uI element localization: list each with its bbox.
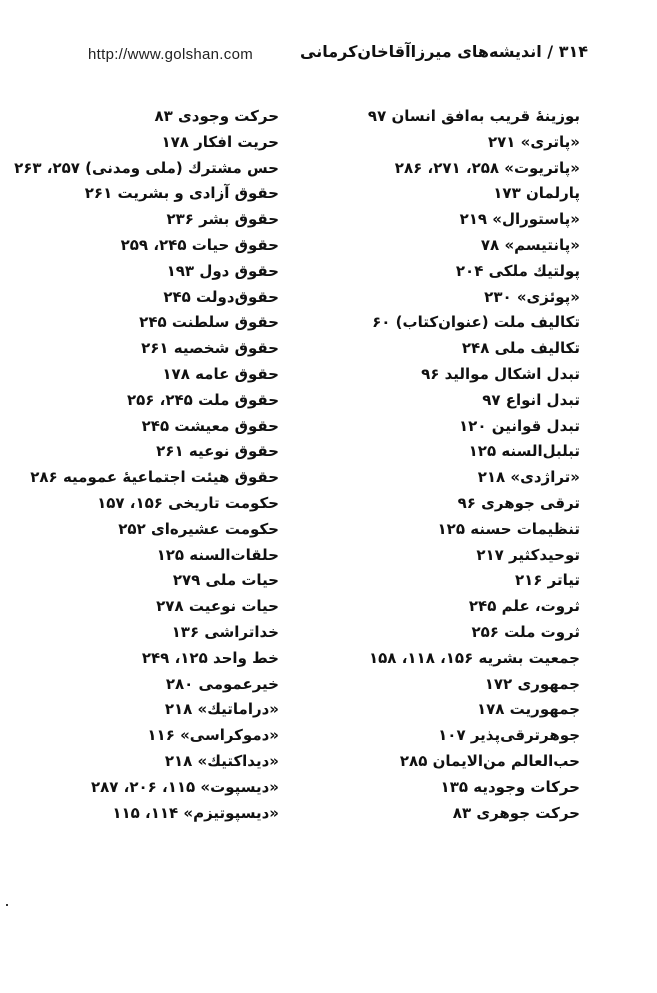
index-entry: حیات ملی ۲۷۹ bbox=[172, 571, 279, 590]
index-entry: تبدل قوانین ۱۲۰ bbox=[459, 416, 580, 435]
index-entry: خداتراشی ۱۳۶ bbox=[171, 622, 279, 641]
index-entry: حرکات وجودیه ۱۳۵ bbox=[440, 777, 580, 796]
index-entry: حیات نوعیت ۲۷۸ bbox=[156, 597, 279, 616]
index-entry: ثروت، علم ۲۴۵ bbox=[468, 597, 580, 616]
index-entry: حب‌العالم من‌الایمان ۲۸۵ bbox=[399, 751, 580, 770]
index-entry: حقوق بشر ۲۳۶ bbox=[166, 210, 279, 229]
index-entry: تیاتر ۲۱۶ bbox=[514, 571, 580, 590]
index-entry: «دراماتیك» ۲۱۸ bbox=[164, 700, 279, 719]
index-entry: حقوق ملت ۲۴۵، ۲۵۶ bbox=[126, 390, 279, 409]
index-entry: تبدل انواع ۹۷ bbox=[482, 390, 580, 409]
index-entry: ترقی جوهری ۹۶ bbox=[457, 493, 580, 512]
index-entry: ثروت ملت ۲۵۶ bbox=[471, 622, 580, 641]
index-entry: حقوق معیشت ۲۴۵ bbox=[141, 416, 279, 435]
index-entry: حقوق‌دولت ۲۴۵ bbox=[163, 287, 279, 306]
index-entry: «پاستورال» ۲۱۹ bbox=[459, 210, 580, 229]
index-entry: خط واحد ۱۲۵، ۲۴۹ bbox=[141, 648, 279, 667]
header-url: http://www.golshan.com bbox=[88, 46, 254, 63]
index-entry: «پاتریوت» ۲۵۸، ۲۷۱، ۲۸۶ bbox=[394, 158, 580, 177]
index-entry: حکومت تاریخی ۱۵۶، ۱۵۷ bbox=[97, 493, 279, 512]
index-entry: حقوق شخصیه ۲۶۱ bbox=[141, 339, 279, 358]
index-entry: حقوق هیئت اجتماعیهٔ عمومیه ۲۸۶ bbox=[30, 468, 279, 487]
index-entry: حقوق سلطنت ۲۴۵ bbox=[139, 313, 279, 332]
index-entry: پولتیك ملکی ۲۰۴ bbox=[455, 261, 580, 280]
index-entry: تبدل اشکال موالید ۹۶ bbox=[421, 364, 580, 383]
index-entry: «دیسپوتیزم» ۱۱۴، ۱۱۵ bbox=[112, 803, 279, 822]
index-entry: حس مشترك (ملی ومدنی) ۲۵۷، ۲۶۳ bbox=[14, 158, 279, 177]
page-header bbox=[88, 40, 588, 72]
index-entry: جوهرترقی‌پذیر ۱۰۷ bbox=[438, 726, 580, 745]
index-entry: حقوق دول ۱۹۳ bbox=[166, 261, 279, 280]
index-entry: حرکت وجودی ۸۳ bbox=[154, 107, 279, 125]
index-column-left bbox=[9, 104, 279, 826]
index-entry: حلقات‌السنه ۱۲۵ bbox=[156, 545, 279, 564]
index-entry: حریت افکار ۱۷۸ bbox=[161, 132, 279, 151]
index-entry: خیرعمومی ۲۸۰ bbox=[165, 674, 279, 693]
index-entry: «پانتیسم» ۷۸ bbox=[480, 235, 580, 254]
index-entry: تکالیف ملی ۲۴۸ bbox=[461, 339, 580, 358]
running-title: ۳۱۴ / اندیشه‌های میرزاآقاخان‌کرمانی bbox=[300, 42, 588, 61]
index-entry: «دیداکتیك» ۲۱۸ bbox=[164, 751, 279, 770]
index-entry: «دیسپوت» ۱۱۵، ۲۰۶، ۲۸۷ bbox=[90, 777, 279, 796]
index-entry: توحیدکثیر ۲۱۷ bbox=[476, 545, 580, 564]
index-entry: حرکت جوهری ۸۳ bbox=[452, 803, 580, 822]
index-entry: تبلبل‌السنه ۱۲۵ bbox=[468, 442, 580, 461]
index-entry: «پوئزی» ۲۳۰ bbox=[484, 287, 580, 306]
index-entry: «پاتری» ۲۷۱ bbox=[487, 132, 580, 151]
index-entry: بوزینهٔ قریب به‌افق انسان ۹۷ bbox=[367, 107, 580, 125]
index-entry: «دموکراسی» ۱۱۶ bbox=[147, 726, 279, 745]
index-entry: پارلمان ۱۷۳ bbox=[493, 184, 580, 203]
index-entry: جمهوری ۱۷۲ bbox=[484, 674, 580, 693]
index-entry: «تراژدی» ۲۱۸ bbox=[477, 468, 580, 487]
index-entry: حقوق آزادی و بشریت ۲۶۱ bbox=[84, 184, 279, 203]
page-speck bbox=[6, 904, 8, 906]
index-entry: جمعیت بشریه ۱۵۶، ۱۱۸، ۱۵۸ bbox=[369, 648, 580, 667]
index-entry: تکالیف ملت (عنوان‌کتاب) ۶۰ bbox=[372, 313, 580, 332]
index-entry: جمهوریت ۱۷۸ bbox=[476, 700, 580, 719]
index-entry: حقوق عامه ۱۷۸ bbox=[162, 364, 279, 383]
index-entry: حقوق نوعیه ۲۶۱ bbox=[156, 442, 279, 461]
index-entry: حقوق حیات ۲۴۵، ۲۵۹ bbox=[120, 235, 279, 254]
index-column-right bbox=[320, 104, 580, 826]
index-entry: تنظیمات حسنه ۱۲۵ bbox=[437, 519, 580, 538]
index-entry: حکومت عشیره‌ای ۲۵۲ bbox=[118, 519, 279, 538]
